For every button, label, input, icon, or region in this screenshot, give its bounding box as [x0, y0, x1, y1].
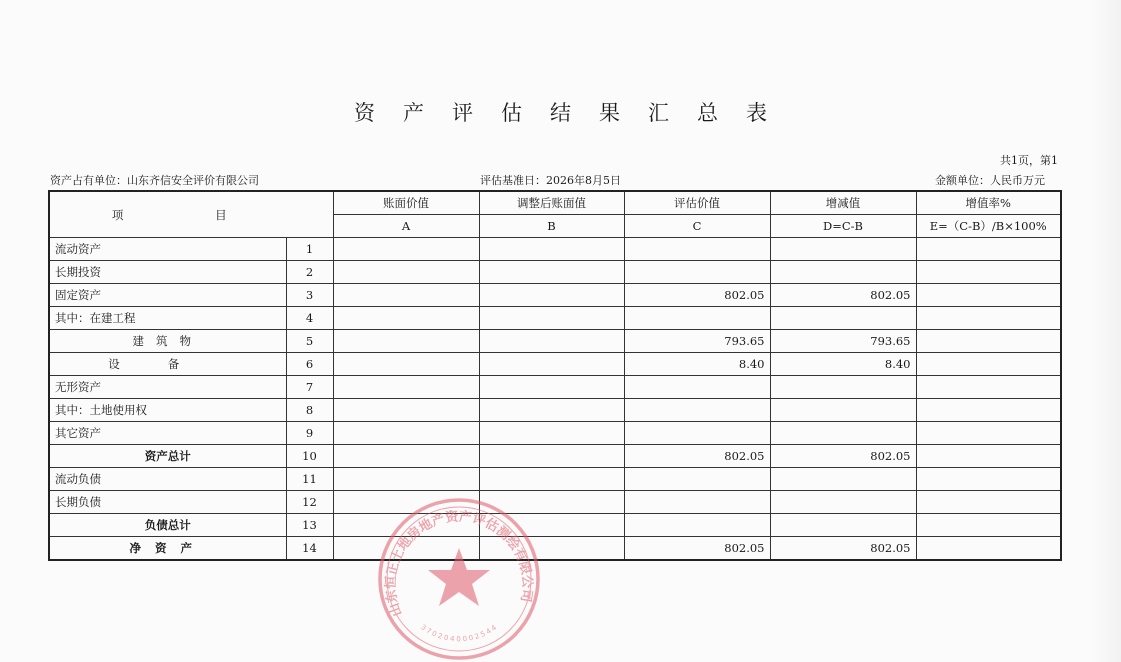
- book-value-cell: [333, 330, 479, 353]
- appraised-value-cell: [624, 468, 770, 491]
- change-cell: 802.05: [770, 537, 916, 561]
- header-adjusted-book-value: 调整后账面值: [479, 191, 624, 215]
- rate-cell: [916, 468, 1061, 491]
- change-cell: [770, 307, 916, 330]
- row-label: 建筑物: [49, 330, 286, 353]
- book-value-cell: [333, 376, 479, 399]
- code-book: A: [333, 215, 479, 238]
- table-row: [49, 514, 1061, 537]
- change-cell: [770, 422, 916, 445]
- asset-owner: 资产占有单位：山东齐信安全评价有限公司: [50, 174, 259, 187]
- change-cell: [770, 468, 916, 491]
- table-row: [49, 330, 1061, 353]
- page-count: 共1页，第1: [1000, 154, 1058, 167]
- row-index: 10: [286, 445, 333, 468]
- row-label: 固定资产: [49, 284, 286, 307]
- appraised-value-cell: [624, 261, 770, 284]
- code-appraised: C: [624, 215, 770, 238]
- row-label: 无形资产: [49, 376, 286, 399]
- change-cell: 793.65: [770, 330, 916, 353]
- adjusted-value-cell: [479, 399, 624, 422]
- change-cell: [770, 514, 916, 537]
- header-change: 增减值: [770, 191, 916, 215]
- rate-cell: [916, 514, 1061, 537]
- rate-cell: [916, 399, 1061, 422]
- change-cell: [770, 261, 916, 284]
- row-label: 长期负债: [49, 491, 286, 514]
- book-value-cell: [333, 261, 479, 284]
- table-row: [49, 284, 1061, 307]
- table-row: [49, 261, 1061, 284]
- change-cell: 8.40: [770, 353, 916, 376]
- svg-text:3702040002544: [419, 622, 499, 643]
- row-label: 其中：土地使用权: [49, 399, 286, 422]
- book-value-cell: [333, 491, 479, 514]
- book-value-cell: [333, 353, 479, 376]
- code-change: D=C-B: [770, 215, 916, 238]
- row-index: 12: [286, 491, 333, 514]
- table-row: [49, 445, 1061, 468]
- table-row: [49, 238, 1061, 261]
- table-row: [49, 468, 1061, 491]
- appraised-value-cell: [624, 399, 770, 422]
- header-appraised-value: 评估价值: [624, 191, 770, 215]
- book-value-cell: [333, 537, 479, 561]
- row-label: 负债总计: [49, 514, 286, 537]
- appraised-value-cell: 793.65: [624, 330, 770, 353]
- change-cell: [770, 238, 916, 261]
- book-value-cell: [333, 399, 479, 422]
- adjusted-value-cell: [479, 284, 624, 307]
- row-index: 2: [286, 261, 333, 284]
- change-cell: [770, 399, 916, 422]
- rate-cell: [916, 330, 1061, 353]
- rate-cell: [916, 284, 1061, 307]
- table-row: [49, 537, 1061, 561]
- rate-cell: [916, 445, 1061, 468]
- seal-text: 山东恒正土地房地产资产评估测绘有限公司: [383, 509, 535, 619]
- rate-cell: [916, 307, 1061, 330]
- row-index: 5: [286, 330, 333, 353]
- change-cell: 802.05: [770, 284, 916, 307]
- appraised-value-cell: [624, 491, 770, 514]
- table-row: [49, 353, 1061, 376]
- table-row: [49, 422, 1061, 445]
- appraisal-summary-table: [48, 190, 1062, 561]
- adjusted-value-cell: [479, 330, 624, 353]
- appraised-value-cell: [624, 514, 770, 537]
- row-label: 设备: [49, 353, 286, 376]
- adjusted-value-cell: [479, 261, 624, 284]
- amount-unit: 金额单位：人民币万元: [935, 174, 1045, 187]
- rate-cell: [916, 353, 1061, 376]
- header-book-value: 账面价值: [333, 191, 479, 215]
- book-value-cell: [333, 422, 479, 445]
- appraised-value-cell: 8.40: [624, 353, 770, 376]
- rate-cell: [916, 238, 1061, 261]
- change-cell: [770, 491, 916, 514]
- adjusted-value-cell: [479, 307, 624, 330]
- table-row: [49, 491, 1061, 514]
- adjusted-value-cell: [479, 238, 624, 261]
- adjusted-value-cell: [479, 468, 624, 491]
- document-title: 资产评估结果汇总表: [354, 101, 795, 125]
- book-value-cell: [333, 468, 479, 491]
- row-index: 6: [286, 353, 333, 376]
- row-label: 流动负债: [49, 468, 286, 491]
- code-adjusted: B: [479, 215, 624, 238]
- adjusted-value-cell: [479, 445, 624, 468]
- seal-number: 3702040002544: [419, 622, 500, 644]
- row-index: 4: [286, 307, 333, 330]
- book-value-cell: [333, 238, 479, 261]
- rate-cell: [916, 261, 1061, 284]
- adjusted-value-cell: [479, 537, 624, 561]
- row-label: 长期投资: [49, 261, 286, 284]
- header-rate: 增值率%: [916, 191, 1061, 215]
- code-rate: E=（C-B）/B×100%: [916, 215, 1061, 238]
- book-value-cell: [333, 284, 479, 307]
- header-item: 项 目: [49, 191, 333, 238]
- adjusted-value-cell: [479, 353, 624, 376]
- row-label: 其它资产: [49, 422, 286, 445]
- book-value-cell: [333, 307, 479, 330]
- change-cell: [770, 376, 916, 399]
- row-index: 8: [286, 399, 333, 422]
- appraised-value-cell: 802.05: [624, 284, 770, 307]
- appraised-value-cell: [624, 238, 770, 261]
- table-row: [49, 307, 1061, 330]
- change-cell: 802.05: [770, 445, 916, 468]
- row-label: 流动资产: [49, 238, 286, 261]
- row-label: 其中：在建工程: [49, 307, 286, 330]
- rate-cell: [916, 537, 1061, 561]
- row-index: 13: [286, 514, 333, 537]
- table-row: [49, 376, 1061, 399]
- row-index: 7: [286, 376, 333, 399]
- row-index: 3: [286, 284, 333, 307]
- appraised-value-cell: 802.05: [624, 445, 770, 468]
- adjusted-value-cell: [479, 514, 624, 537]
- row-label: 净资产: [49, 537, 286, 561]
- adjusted-value-cell: [479, 376, 624, 399]
- adjusted-value-cell: [479, 491, 624, 514]
- row-index: 1: [286, 238, 333, 261]
- table-header-row: [49, 191, 1061, 215]
- row-index: 11: [286, 468, 333, 491]
- row-index: 14: [286, 537, 333, 561]
- adjusted-value-cell: [479, 422, 624, 445]
- appraised-value-cell: [624, 307, 770, 330]
- appraised-value-cell: [624, 422, 770, 445]
- row-index: 9: [286, 422, 333, 445]
- row-label: 资产总计: [49, 445, 286, 468]
- appraised-value-cell: [624, 376, 770, 399]
- book-value-cell: [333, 514, 479, 537]
- rate-cell: [916, 376, 1061, 399]
- rate-cell: [916, 491, 1061, 514]
- rate-cell: [916, 422, 1061, 445]
- appraised-value-cell: 802.05: [624, 537, 770, 561]
- table-row: [49, 399, 1061, 422]
- appraisal-base-date: 评估基准日：2026年8月5日: [480, 174, 621, 187]
- book-value-cell: [333, 445, 479, 468]
